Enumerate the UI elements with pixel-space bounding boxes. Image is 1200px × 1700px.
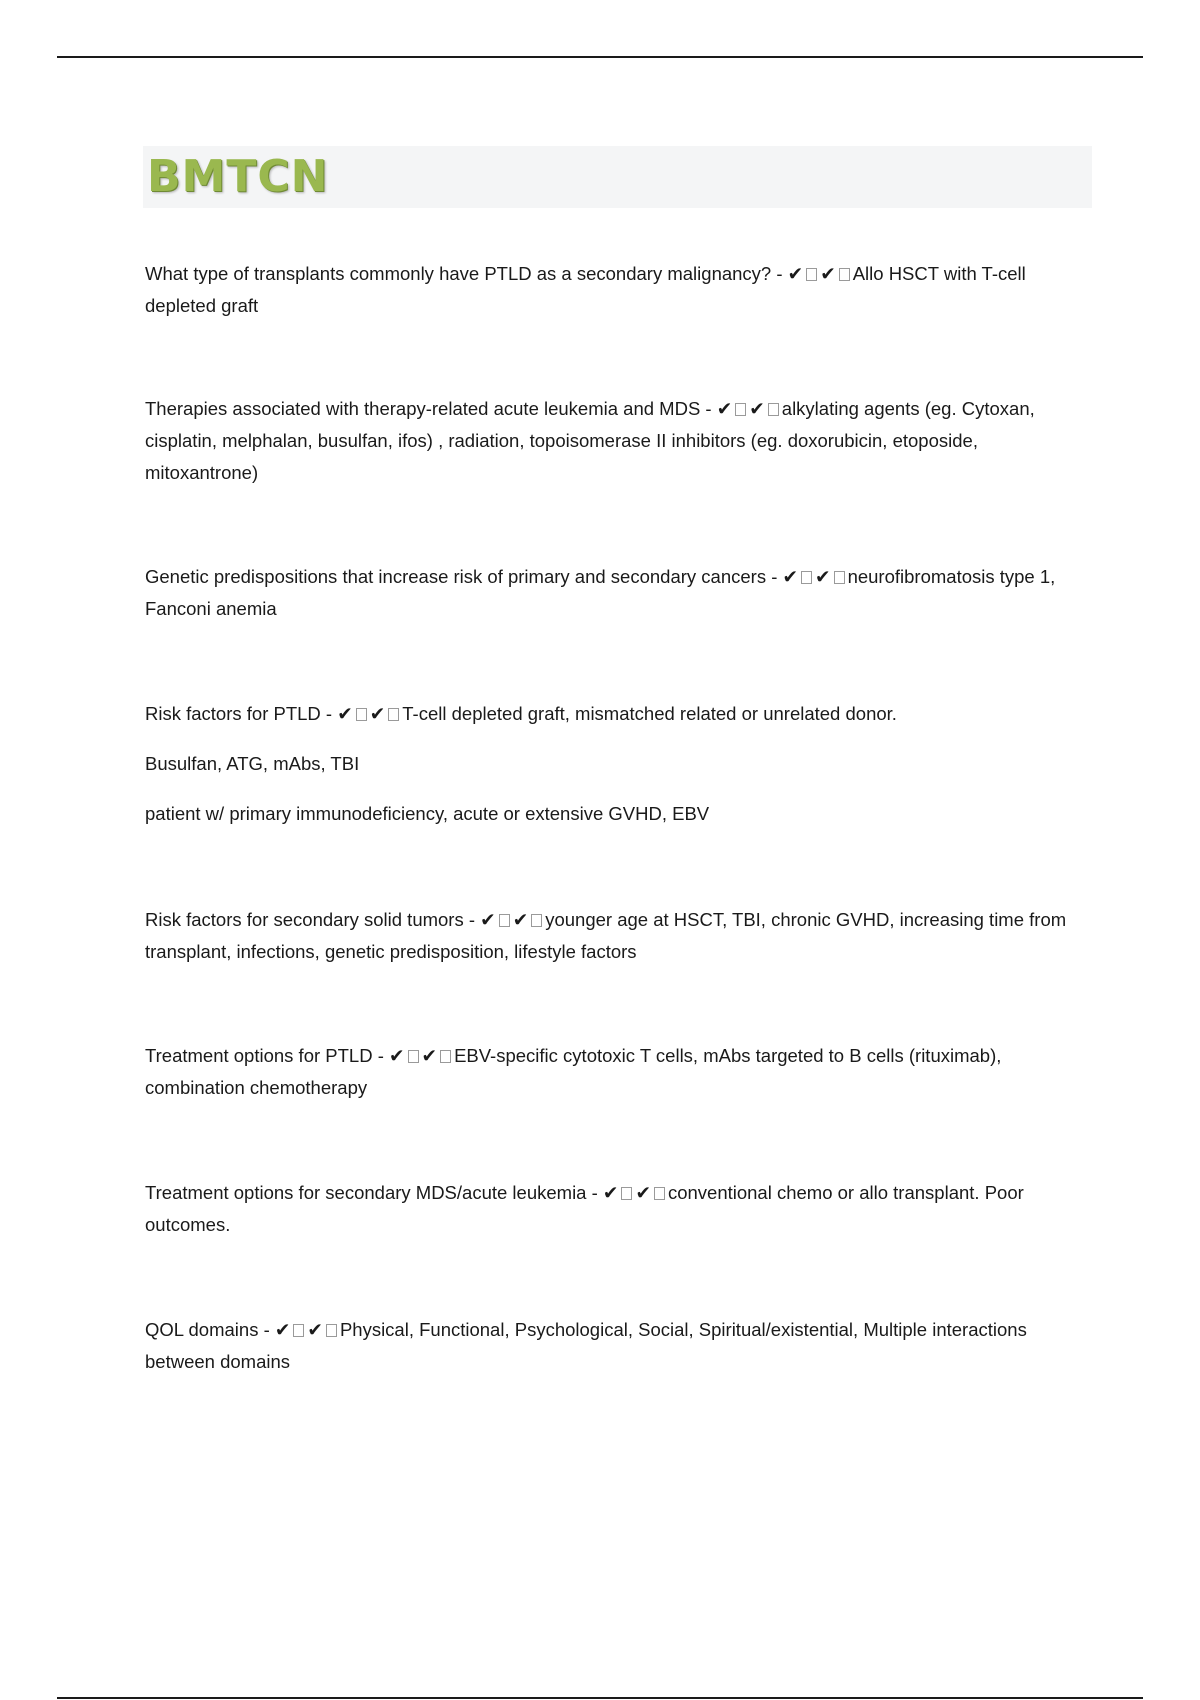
qa-card-5 xyxy=(145,904,1090,968)
box-glyph-icon xyxy=(768,403,779,416)
answer-text: younger age at HSCT, TBI, chronic GVHD, increasing time from transplant, infections, genetic predisposition, lifestyle factors xyxy=(145,909,1067,962)
check-icon: ✔ xyxy=(512,909,529,930)
check-icon: ✔ xyxy=(635,1182,651,1203)
separator: - xyxy=(463,909,481,930)
answer-text: neurofibromatosis type 1, Fanconi anemia xyxy=(145,566,1056,619)
box-glyph-icon xyxy=(499,914,510,927)
answer-text: Physical, Functional, Psychological, Social, Spiritual/existential, Multiple interactions between domains xyxy=(145,1319,1027,1372)
answer-text: T-cell depleted graft, mismatched related or unrelated donor. xyxy=(402,703,897,724)
answer-text: alkylating agents (eg. Cytoxan, cisplatin, melphalan, busulfan, ifos) , radiation, topoisomerase II inhibitors (eg. doxorubicin, etoposide, mitoxantrone) xyxy=(145,398,1035,483)
qa-card-2 xyxy=(145,393,1090,489)
qa-card-3 xyxy=(145,561,1090,625)
answer-marks xyxy=(788,263,853,284)
answer-text: EBV-specific cytotoxic T cells, mAbs targeted to B cells (rituximab), combination chemotherapy xyxy=(145,1045,1002,1098)
check-icon: ✔ xyxy=(716,398,733,419)
box-glyph-icon xyxy=(356,708,367,721)
check-icon: ✔ xyxy=(815,566,831,587)
answer-marks xyxy=(717,398,782,419)
question-text: Risk factors for secondary solid tumors xyxy=(145,909,464,930)
check-icon: ✔ xyxy=(307,1319,323,1340)
check-icon: ✔ xyxy=(389,1045,405,1066)
check-icon: ✔ xyxy=(820,263,836,284)
answer-marks xyxy=(275,1319,340,1340)
box-glyph-icon xyxy=(839,268,850,281)
check-icon: ✔ xyxy=(369,703,386,724)
box-glyph-icon xyxy=(293,1324,304,1337)
header-band xyxy=(143,146,1092,208)
box-glyph-icon xyxy=(654,1187,665,1200)
check-icon: ✔ xyxy=(480,909,496,930)
answer-text: Allo HSCT with T-cell depleted graft xyxy=(145,263,1026,316)
answer-marks xyxy=(480,909,545,930)
box-glyph-icon xyxy=(531,914,542,927)
answer-marks xyxy=(389,1045,454,1066)
qa-card-8 xyxy=(145,1314,1090,1378)
box-glyph-icon xyxy=(440,1050,451,1063)
check-icon: ✔ xyxy=(421,1045,438,1066)
question-text: Risk factors for PTLD xyxy=(145,703,321,724)
qa-card-1 xyxy=(145,258,1090,322)
check-icon: ✔ xyxy=(274,1319,291,1340)
bottom-rule xyxy=(57,1697,1143,1699)
qa-card-6 xyxy=(145,1040,1090,1104)
separator: - xyxy=(766,566,783,587)
separator: - xyxy=(372,1045,390,1066)
box-glyph-icon xyxy=(834,571,845,584)
question-text: Therapies associated with therapy-related acute leukemia and MDS xyxy=(145,398,701,419)
qa-card-4 xyxy=(145,698,1090,830)
brand-title: BMTCN xyxy=(147,151,329,202)
answer-continuation: Busulfan, ATG, mAbs, TBI xyxy=(145,753,360,774)
question-text: What type of transplants commonly have PTLD as a secondary malignancy? xyxy=(145,263,772,284)
answer-marks xyxy=(783,566,848,587)
question-text: Treatment options for PTLD xyxy=(145,1045,373,1066)
check-icon: ✔ xyxy=(782,566,799,587)
question-text: Genetic predispositions that increase risk of primary and secondary cancers xyxy=(145,566,767,587)
check-icon: ✔ xyxy=(749,398,765,419)
box-glyph-icon xyxy=(408,1050,419,1063)
answer-text: conventional chemo or allo transplant. Poor outcomes. xyxy=(145,1182,1024,1235)
qa-card-7 xyxy=(145,1177,1090,1241)
answer-continuation: patient w/ primary immunodeficiency, acute or extensive GVHD, EBV xyxy=(145,803,710,824)
question-text: QOL domains xyxy=(145,1319,259,1340)
check-icon: ✔ xyxy=(787,263,804,284)
separator: - xyxy=(700,398,717,419)
check-icon: ✔ xyxy=(602,1182,619,1203)
separator: - xyxy=(586,1182,603,1203)
box-glyph-icon xyxy=(801,571,812,584)
box-glyph-icon xyxy=(806,268,817,281)
separator: - xyxy=(771,263,788,284)
answer-marks xyxy=(337,703,402,724)
box-glyph-icon xyxy=(326,1324,337,1337)
box-glyph-icon xyxy=(388,708,399,721)
separator: - xyxy=(320,703,338,724)
box-glyph-icon xyxy=(735,403,746,416)
top-rule xyxy=(57,56,1143,58)
question-text: Treatment options for secondary MDS/acute leukemia xyxy=(145,1182,587,1203)
separator: - xyxy=(258,1319,275,1340)
check-icon: ✔ xyxy=(337,703,353,724)
answer-marks xyxy=(603,1182,668,1203)
box-glyph-icon xyxy=(621,1187,632,1200)
